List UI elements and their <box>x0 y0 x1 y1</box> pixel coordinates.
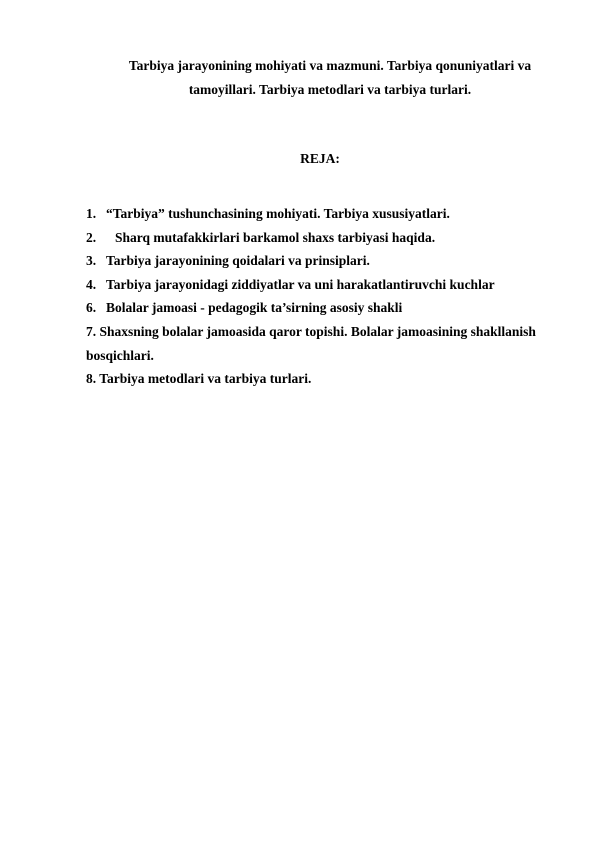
document-title <box>80 54 580 102</box>
plan-item <box>86 202 566 226</box>
plan-item-number: 2. <box>86 229 97 245</box>
plan-item-text: Tarbiya jarayonidagi ziddiyatlar va uni harakatlantiruvchi kuchlar <box>106 276 495 292</box>
title-line-1: Tarbiya jarayonining mohiyati va mazmuni. Tarbiya qonuniyatlari va <box>128 58 532 73</box>
plan-item-number: 6. <box>86 300 97 316</box>
plan-heading: REJA: <box>300 151 340 166</box>
plan-item <box>86 249 566 273</box>
plan-item-text: 8. Tarbiya metodlari va tarbiya turlari. <box>86 371 312 387</box>
plan-item <box>86 320 566 367</box>
plan-item-text: Sharq mutafakkirlari barkamol shaxs tarbiyasi haqida. <box>115 229 436 245</box>
title-line-2: tamoyillari. Tarbiya metodlari va tarbiya turlari. <box>188 82 472 97</box>
plan-item-number: 1. <box>86 206 97 221</box>
plan-item-number: 3. <box>86 253 97 269</box>
plan-item-number: 4. <box>86 276 97 292</box>
plan-item-text: Bolalar jamoasi - pedagogik ta’sirning asosiy shakli <box>106 300 403 316</box>
plan-item <box>86 296 566 320</box>
plan-item <box>86 367 566 391</box>
plan-item-text: Tarbiya jarayonining qoidalari va prinsiplari. <box>106 253 370 269</box>
plan-item <box>86 226 566 250</box>
plan-list <box>86 202 566 391</box>
plan-item <box>86 273 566 297</box>
plan-item-text: 7. Shaxsning bolalar jamoasida qaror topishi. Bolalar jamoasining shakllanish bosqichlari. <box>86 323 536 363</box>
plan-item-text: “Tarbiya” tushunchasining mohiyati. Tarbiya xususiyatlari. <box>106 206 450 221</box>
